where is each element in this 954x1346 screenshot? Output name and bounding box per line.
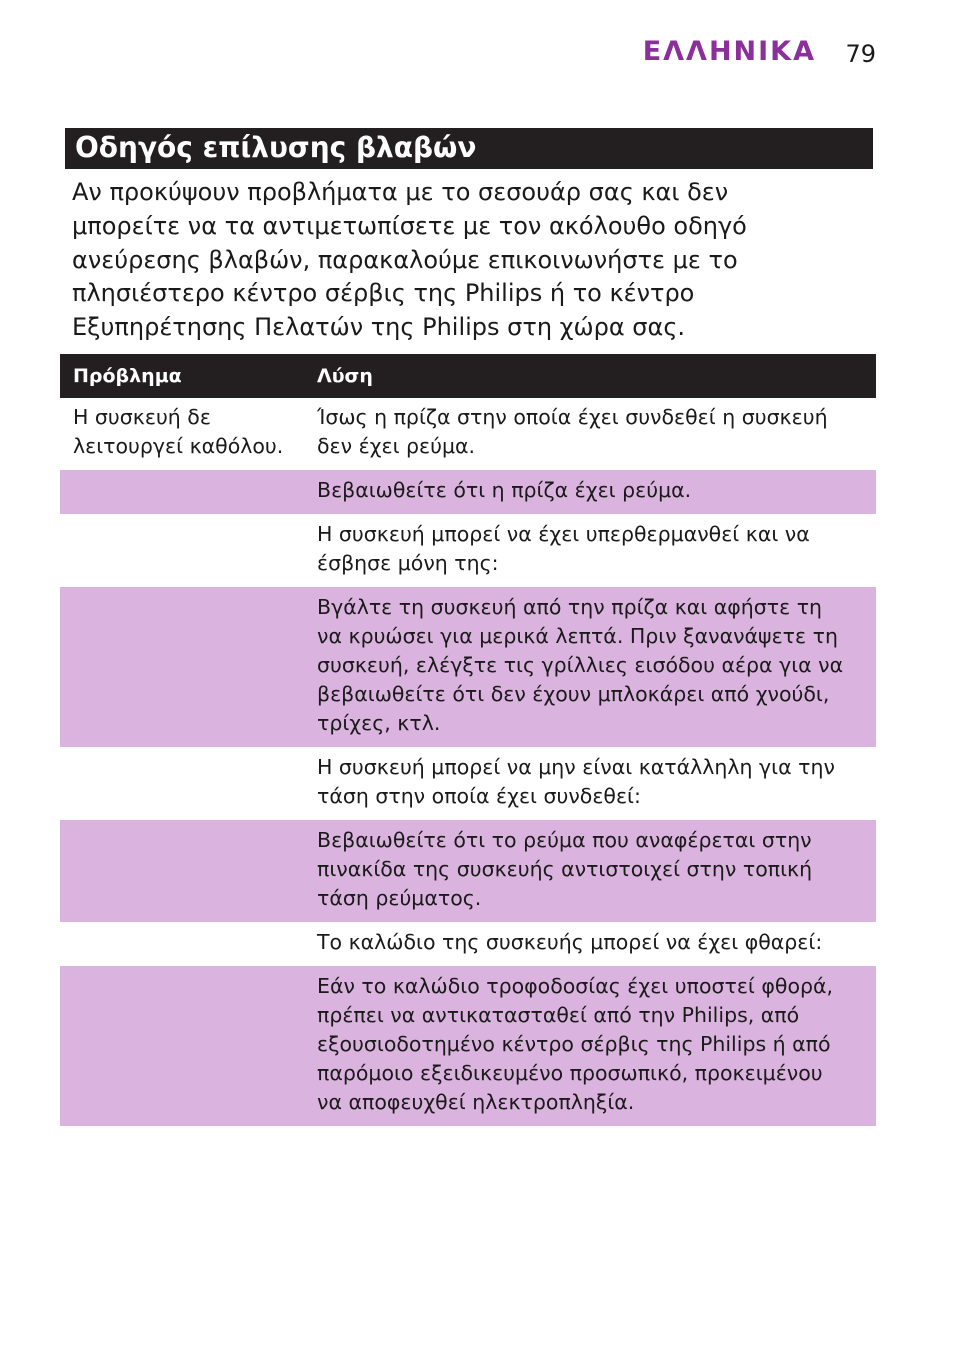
table-row (60, 470, 876, 514)
problem-cell (60, 403, 305, 461)
solution-line: συσκευή, ελέγξτε τις γρίλλιες εισόδου αέρα για να (317, 653, 844, 677)
solution-line: έσβησε μόνη της: (317, 551, 499, 575)
solution-line: δεν έχει ρεύμα. (317, 434, 476, 458)
problem-line: λειτουργεί καθόλου. (73, 434, 284, 458)
problem-cell (60, 593, 305, 738)
table-row (60, 398, 876, 470)
solution-line: τρίχες, κτλ. (317, 711, 441, 735)
problem-cell (60, 753, 305, 811)
problem-cell (60, 476, 305, 505)
intro-line: μπορείτε να τα αντιμετωπίσετε με τον ακόλουθο οδηγό (72, 211, 747, 240)
table-body (60, 398, 876, 1126)
solution-line: Η συσκευή μπορεί να μην είναι κατάλληλη για την (317, 755, 835, 779)
problem-cell (60, 928, 305, 957)
problem-cell (60, 826, 305, 913)
troubleshooting-table (60, 354, 876, 1126)
table-header (60, 354, 876, 398)
intro-line: ανεύρεσης βλαβών, παρακαλούμε επικοινωνήστε με το (72, 245, 738, 274)
solution-line: να αποφευχθεί ηλεκτροπληξία. (317, 1090, 635, 1114)
solution-cell (305, 753, 876, 811)
table-row (60, 966, 876, 1126)
solution-line: τάση ρεύματος. (317, 886, 482, 910)
page-number: 79 (845, 40, 876, 68)
solution-line: τάση στην οποία έχει συνδεθεί: (317, 784, 641, 808)
table-row (60, 820, 876, 922)
solution-line: να κρυώσει για μερικά λεπτά. Πριν ξανανάψετε τη (317, 624, 838, 648)
language-label: ΕΛΛΗΝΙΚΑ (642, 36, 816, 67)
solution-line: Βγάλτε τη συσκευή από την πρίζα και αφήστε τη (317, 595, 823, 619)
solution-line: βεβαιωθείτε ότι δεν έχουν μπλοκάρει από χνούδι, (317, 682, 830, 706)
intro-line: Αν προκύψουν προβλήματα με το σεσουάρ σας και δεν (72, 178, 729, 206)
solution-line: πρέπει να αντικατασταθεί από την Philips, από (317, 1003, 800, 1027)
header-problem: Πρόβλημα (73, 365, 182, 387)
table-row (60, 747, 876, 820)
problem-cell (60, 520, 305, 578)
solution-line: πινακίδα της συσκευής αντιστοιχεί στην τοπική (317, 857, 813, 881)
intro-paragraph (72, 176, 872, 345)
solution-cell (305, 520, 876, 578)
solution-line: εξουσιοδοτημένο κέντρο σέρβις της Philips ή από (317, 1032, 831, 1056)
solution-line: Ίσως η πρίζα στην οποία έχει συνδεθεί η συσκευή (317, 405, 828, 429)
table-row (60, 922, 876, 966)
solution-line: παρόμοιο εξειδικευμένο προσωπικό, προκειμένου (317, 1061, 823, 1085)
table-row (60, 514, 876, 587)
solution-cell (305, 476, 876, 505)
solution-cell (305, 972, 876, 1117)
solution-cell (305, 826, 876, 913)
solution-cell (305, 403, 876, 461)
intro-line: πλησιέστερο κέντρο σέρβις της Philips ή το κέντρο (72, 279, 695, 308)
solution-cell (305, 928, 876, 957)
solution-line: Βεβαιωθείτε ότι το ρεύμα που αναφέρεται στην (317, 828, 812, 852)
solution-cell (305, 593, 876, 738)
problem-line: Η συσκευή δε (73, 405, 211, 429)
solution-line: Εάν το καλώδιο τροφοδοσίας έχει υποστεί φθορά, (317, 974, 834, 998)
solution-line: Το καλώδιο της συσκευής μπορεί να έχει φθαρεί: (317, 930, 823, 954)
section-title: Οδηγός επίλυσης βλαβών (65, 128, 873, 169)
problem-cell (60, 972, 305, 1117)
solution-line: Βεβαιωθείτε ότι η πρίζα έχει ρεύμα. (317, 478, 692, 502)
header-solution: Λύση (317, 365, 373, 387)
table-row (60, 587, 876, 747)
intro-line: Εξυπηρέτησης Πελατών της Philips στη χώρα σας. (72, 313, 686, 342)
solution-line: Η συσκευή μπορεί να έχει υπερθερμανθεί και να (317, 522, 810, 546)
